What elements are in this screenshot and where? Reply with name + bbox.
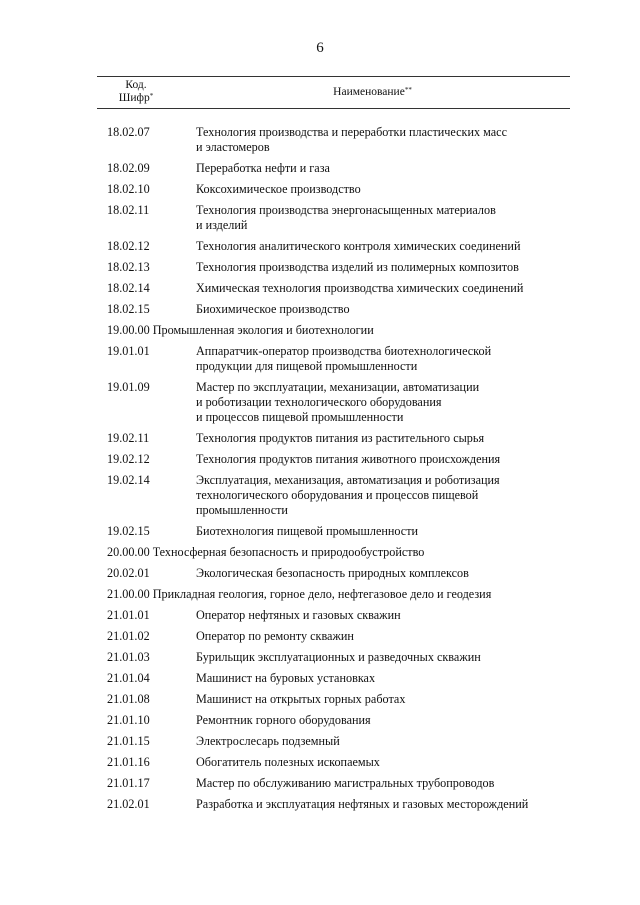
specialty-name-line: Бурильщик эксплуатационных и разведочных скважин [196, 650, 481, 664]
table-row [97, 281, 570, 296]
specialty-name-line: Аппаратчик-оператор производства биотехнологической [196, 344, 492, 358]
specialty-code: 21.01.10 [107, 713, 150, 727]
specialty-code: 18.02.13 [107, 260, 150, 274]
table-row [97, 239, 570, 254]
specialty-name [196, 452, 570, 467]
table-row [97, 755, 570, 770]
specialty-code: 19.01.01 [107, 344, 150, 358]
table-header [97, 76, 570, 109]
specialty-code: 19.02.12 [107, 452, 150, 466]
group-heading: 19.00.00 Промышленная экология и биотехнологии [107, 323, 374, 337]
specialty-code: 21.01.04 [107, 671, 150, 685]
table-row [97, 524, 570, 539]
group-heading: 20.00.00 Техносферная безопасность и природообустройство [107, 545, 425, 559]
specialty-name [196, 260, 570, 275]
table-row [97, 629, 570, 644]
specialty-name [196, 755, 570, 770]
specialty-name-line: Химическая технология производства химических соединений [196, 281, 524, 295]
specialty-name-line: Мастер по обслуживанию магистральных трубопроводов [196, 776, 495, 790]
specialty-name [196, 566, 570, 581]
table-row [97, 671, 570, 686]
specialty-name [196, 797, 570, 812]
table-row [97, 692, 570, 707]
specialty-code: 21.01.02 [107, 629, 150, 643]
specialty-code: 20.02.01 [107, 566, 150, 580]
specialty-name [196, 608, 570, 623]
specialty-name-line: Машинист на буровых установках [196, 671, 376, 685]
specialties-table [97, 76, 570, 818]
specialty-code: 21.01.16 [107, 755, 150, 769]
specialty-name [196, 161, 570, 176]
specialty-name [196, 380, 570, 425]
specialty-code: 18.02.10 [107, 182, 150, 196]
specialty-name-line: Технология производства энергонасыщенных материалов [196, 203, 496, 217]
table-row [97, 566, 570, 581]
specialty-code: 18.02.12 [107, 239, 150, 253]
specialty-name-line: Экологическая безопасность природных комплексов [196, 566, 469, 580]
header-name-label: Наименование [333, 86, 405, 98]
specialty-name-line: и роботизации технологического оборудования [196, 395, 442, 409]
specialty-name-line: продукции для пищевой промышленности [196, 359, 418, 373]
specialty-name-line: Машинист на открытых горных работах [196, 692, 406, 706]
specialty-name-line: Разработка и эксплуатация нефтяных и газовых месторождений [196, 797, 529, 811]
header-code-line1: Код. [125, 79, 147, 91]
specialty-code: 19.02.15 [107, 524, 150, 538]
table-row [97, 380, 570, 425]
specialty-name-line: Переработка нефти и газа [196, 161, 330, 175]
table-row [97, 608, 570, 623]
table-row [97, 182, 570, 197]
specialty-code: 19.02.14 [107, 473, 150, 487]
specialty-name [196, 344, 570, 374]
specialty-code: 21.02.01 [107, 797, 150, 811]
specialty-code: 18.02.07 [107, 125, 150, 139]
specialty-name-line: Технология продуктов питания животного происхождения [196, 452, 501, 466]
specialty-name [196, 692, 570, 707]
specialty-name-line: технологического оборудования и процессов пищевой [196, 488, 479, 502]
specialty-name [196, 203, 570, 233]
specialty-name-line: промышленности [196, 503, 288, 517]
specialty-name-line: Эксплуатация, механизация, автоматизация и роботизация [196, 473, 500, 487]
specialty-name [196, 473, 570, 518]
specialty-name [196, 431, 570, 446]
specialty-name-line: и изделий [196, 218, 248, 232]
header-code-column [97, 77, 175, 108]
specialty-name-line: Коксохимическое производство [196, 182, 361, 196]
table-row [97, 452, 570, 467]
specialty-name [196, 776, 570, 791]
specialty-name-line: Технология аналитического контроля химических соединений [196, 239, 521, 253]
specialty-code: 19.01.09 [107, 380, 150, 394]
specialty-name [196, 671, 570, 686]
table-row [97, 125, 570, 155]
specialty-name [196, 650, 570, 665]
table-row [97, 344, 570, 374]
specialty-name [196, 302, 570, 317]
header-name-footnote-mark: ** [404, 86, 412, 94]
specialty-name-line: Оператор нефтяных и газовых скважин [196, 608, 401, 622]
table-row [97, 797, 570, 812]
specialty-name [196, 629, 570, 644]
specialty-name-line: Биохимическое производство [196, 302, 350, 316]
page-number: 6 [316, 40, 324, 56]
specialty-code: 21.01.01 [107, 608, 150, 622]
specialty-name-line: Ремонтник горного оборудования [196, 713, 371, 727]
header-code-line2 [97, 92, 175, 105]
specialty-name [196, 125, 570, 155]
specialty-name-line: Биотехнология пищевой промышленности [196, 524, 419, 538]
specialty-code: 21.01.03 [107, 650, 150, 664]
specialty-name-line: Мастер по эксплуатации, механизации, автоматизации [196, 380, 480, 394]
table-row [97, 260, 570, 275]
table-row [97, 713, 570, 728]
table-row [97, 203, 570, 233]
specialty-code: 18.02.11 [107, 203, 150, 217]
specialty-name [196, 182, 570, 197]
specialty-code: 21.01.15 [107, 734, 150, 748]
group-heading: 21.00.00 Прикладная геология, горное дело, нефтегазовое дело и геодезия [107, 587, 492, 601]
header-name-column [175, 77, 570, 108]
specialty-code: 19.02.11 [107, 431, 150, 445]
specialty-name-line: Оператор по ремонту скважин [196, 629, 354, 643]
table-row [97, 473, 570, 518]
specialty-name [196, 524, 570, 539]
specialty-code: 18.02.09 [107, 161, 150, 175]
table-body [97, 125, 570, 812]
specialty-name-line: и эластомеров [196, 140, 270, 154]
specialty-name [196, 281, 570, 296]
specialty-code: 18.02.15 [107, 302, 150, 316]
specialty-name [196, 239, 570, 254]
specialty-code: 18.02.14 [107, 281, 150, 295]
table-row [97, 161, 570, 176]
table-row [97, 431, 570, 446]
specialty-code: 21.01.08 [107, 692, 150, 706]
specialty-name-line: и процессов пищевой промышленности [196, 410, 404, 424]
table-row [97, 650, 570, 665]
specialty-name-line: Обогатитель полезных ископаемых [196, 755, 380, 769]
header-code-label: Шифр [118, 92, 150, 104]
specialty-name-line: Технология производства и переработки пластических масс [196, 125, 507, 139]
header-code-footnote-mark: * [149, 92, 154, 100]
specialty-name-line: Электрослесарь подземный [196, 734, 340, 748]
specialty-code: 21.01.17 [107, 776, 150, 790]
specialty-name-line: Технология производства изделий из полимерных композитов [196, 260, 519, 274]
table-row [97, 776, 570, 791]
specialty-name [196, 713, 570, 728]
specialty-name-line: Технология продуктов питания из растительного сырья [196, 431, 485, 445]
table-row [97, 734, 570, 749]
table-row [97, 302, 570, 317]
specialty-name [196, 734, 570, 749]
